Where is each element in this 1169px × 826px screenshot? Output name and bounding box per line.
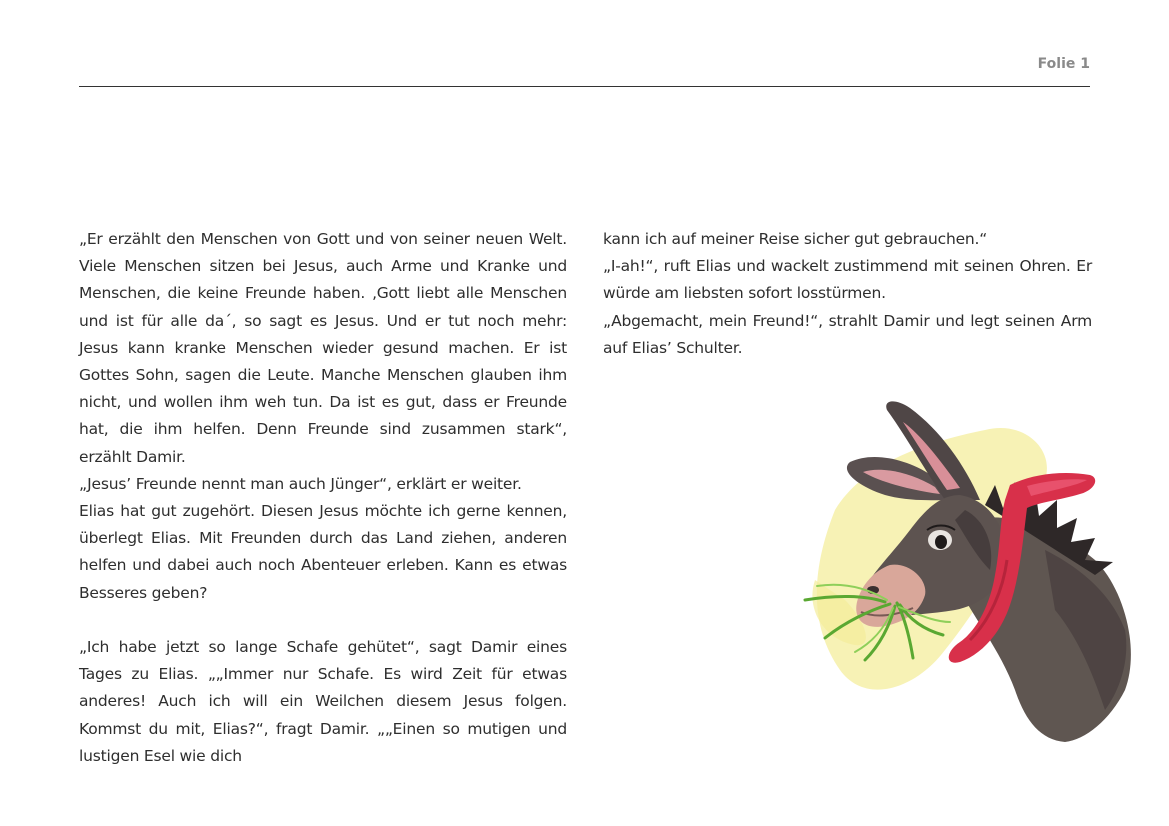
paragraph-damir-story: „Er erzählt den Menschen von Gott und von seiner neuen Welt. Viele Menschen sitzen bei Jesus, auch Arme und Kranke und Menschen, die keine Freunde haben. ‚Gott liebt alle Menschen und ist für alle da´, so sagt es Jesus. Und er tut noch mehr: Jesus kann kranke Menschen wieder gesund machen. Er ist Gottes Sohn, sagen die Leute. Manche Menschen glauben ihm nicht, und wollen ihm weh tun. Da ist es gut, dass er Freunde hat, die ihm helfen. Denn Freunde sind zusammen stark“, erzählt Damir. (79, 230, 567, 466)
paragraph-agreed: „Abgemacht, mein Freund!“, strahlt Damir und legt seinen Arm auf Elias’ Schulter. (603, 311, 1092, 357)
paragraph-journey: kann ich auf meiner Reise sicher gut gebrauchen.“ (603, 230, 988, 248)
header-rule (79, 86, 1090, 87)
paragraph-spacer (79, 607, 567, 634)
right-text-column (603, 226, 1092, 362)
paragraph-i-ah: „I-ah!“, ruft Elias und wackelt zustimmend mit seinen Ohren. Er würde am liebsten sofort losstürmen. (603, 257, 1092, 303)
paragraph-elias-listened: Elias hat gut zugehört. Diesen Jesus möchte ich gerne kennen, überlegt Elias. Mit Freunden durch das Land ziehen, anderen helfen und dabei auch noch Abenteuer erleben. Kann es etwas Besseres geben? (79, 502, 567, 602)
paragraph-sheep: „Ich habe jetzt so lange Schafe gehütet“, sagt Damir eines Tages zu Elias. „„Immer nur Schafe. Es wird Zeit für etwas anderes! Auch ich will ein Weilchen diesem Jesus folgen. Kommst du mit, Elias?“, fragt Damir. „„Einen so mutigen und lustigen Esel wie dich (79, 638, 567, 765)
donkey-illustration (795, 390, 1140, 750)
left-text-column (79, 226, 567, 770)
slide-label: Folie 1 (1037, 56, 1090, 72)
paragraph-disciples: „Jesus’ Freunde nennt man auch Jünger“, erklärt er weiter. (79, 474, 522, 493)
